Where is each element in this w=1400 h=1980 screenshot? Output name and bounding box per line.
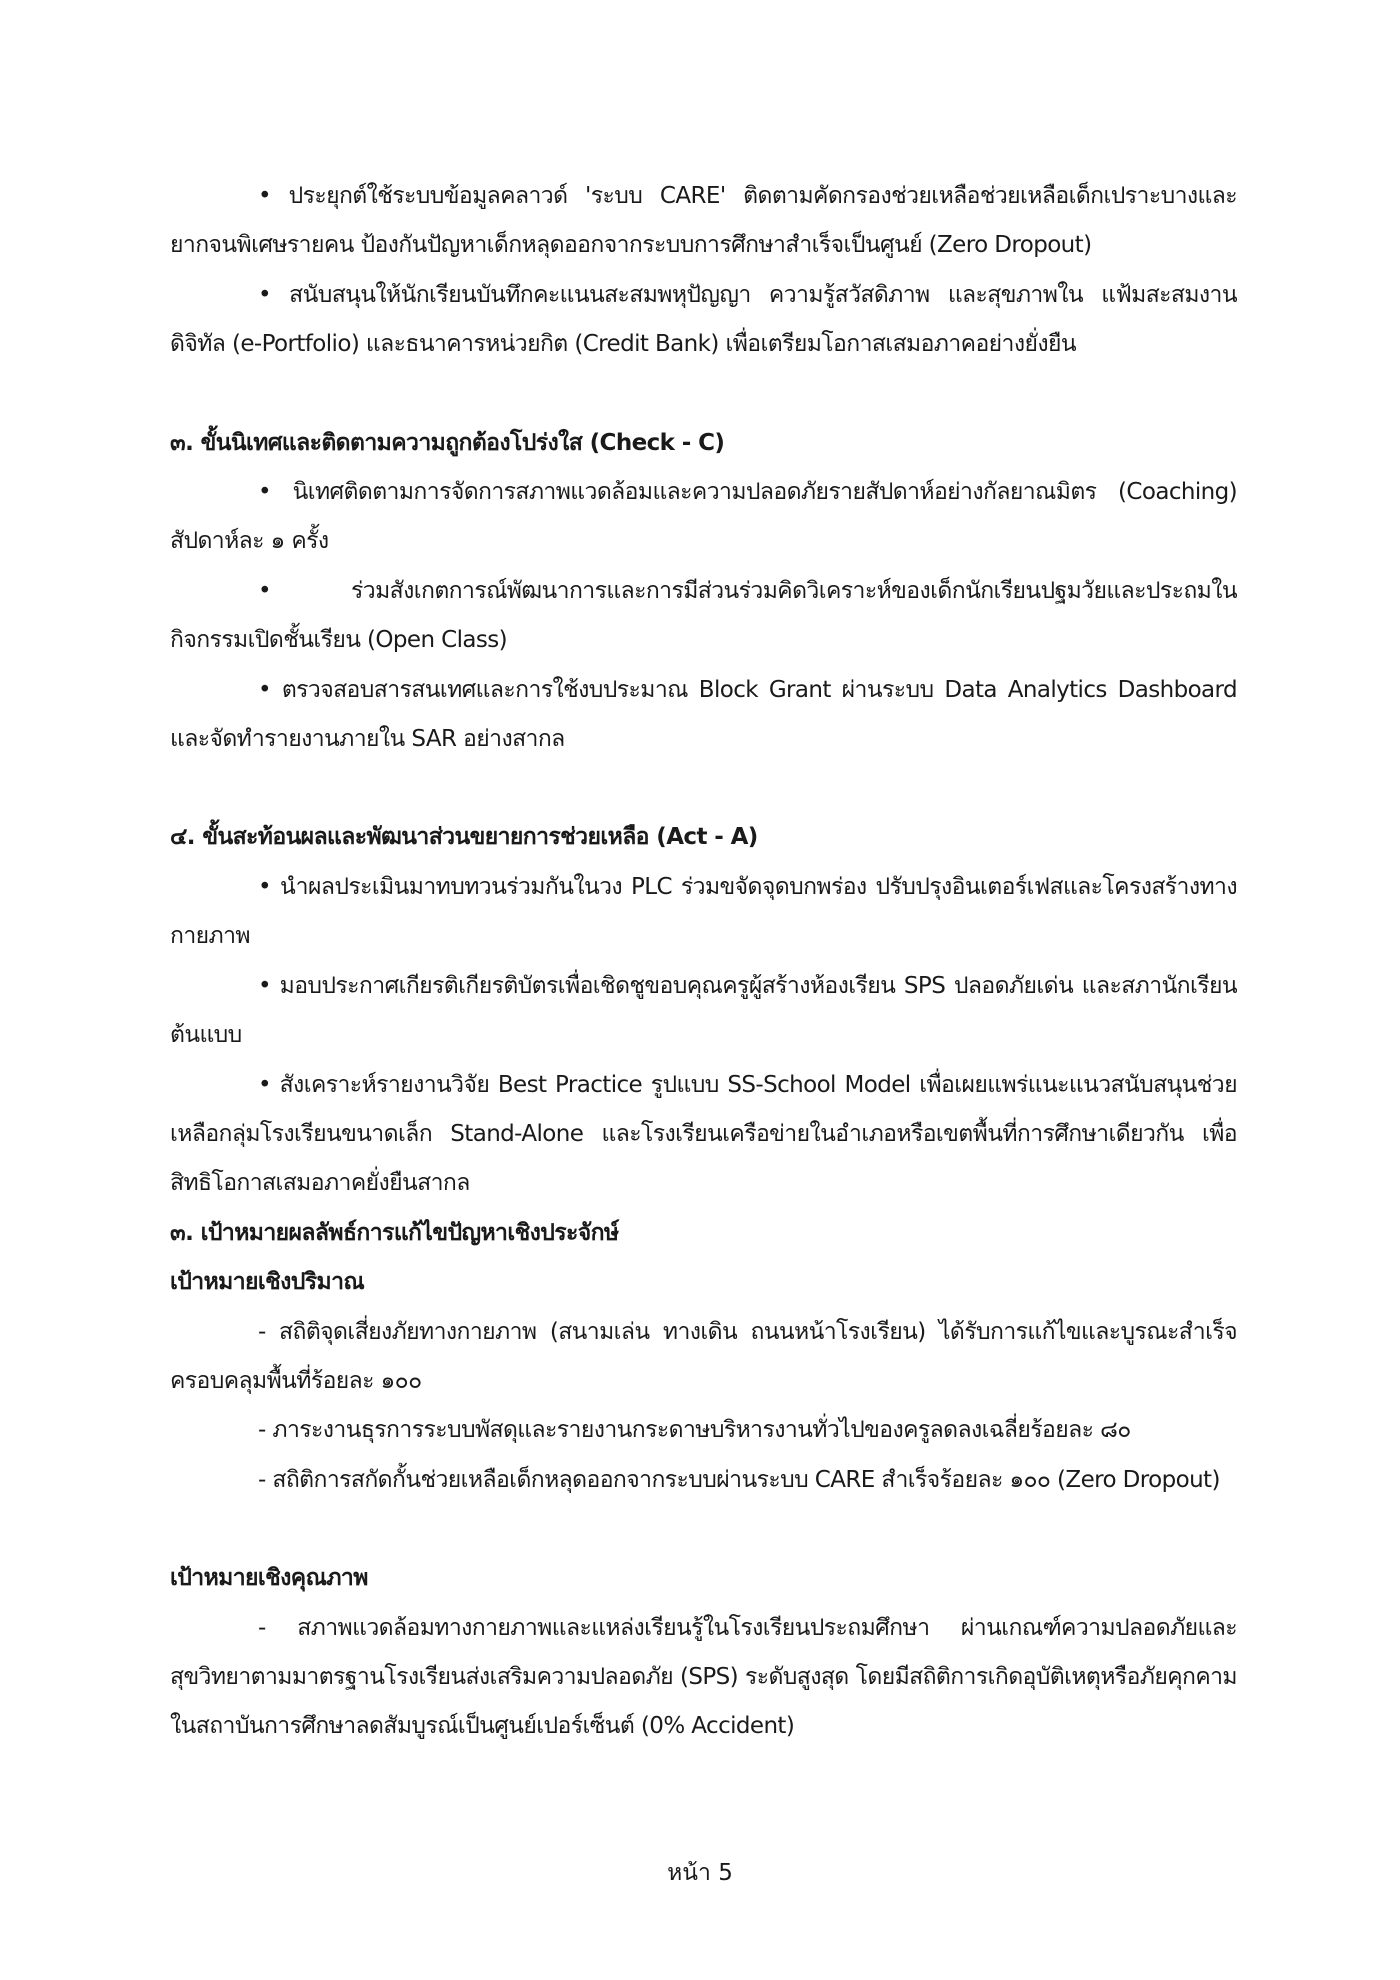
bullet-plc-review: • นำผลประเมินมาทบทวนร่วมกันในวง PLC ร่วมขจัดจุดบกพร่อง ปรับปรุงอินเตอร์เฟสและโครงสร้างทางกายภาพ (170, 873, 1237, 950)
section-spacer (170, 1505, 1237, 1554)
page-number: หน้า 5 (667, 1860, 733, 1886)
bullet-care-system: • ประยุกต์ใช้ระบบข้อมูลคลาวด์ 'ระบบ CARE' ติดตามคัดกรองช่วยเหลือช่วยเหลือเด็กเปราะบางและยากจนพิเศษรายคน ป้องกันปัญหาเด็กหลุดออกจากระบบการศึกษาสำเร็จเป็นศูนย์ (Zero Dropout) (170, 183, 1237, 259)
heading-quantitative-targets: เป้าหมายเชิงปริมาณ (170, 1269, 365, 1296)
bullet-block-grant: • ตรวจสอบสารสนเทศและการใช้งบประมาณ Block Grant ผ่านระบบ Data Analytics Dashboard และจัดทำรายงานภายใน SAR อย่างสากล (170, 676, 1237, 753)
bullet-best-practice: • สังเคราะห์รายงานวิจัย Best Practice รูปแบบ SS-School Model เพื่อเผยแพร่แนะแนวสนับสนุนช่วยเหลือกลุ่มโรงเรียนขนาดเล็ก Stand-Alone และโรงเรียนเครือข่ายในอำเภอหรือเขตพื้นที่การศึกษาเดียวกัน เพื่อสิทธิโอกาสเสมอภาคยั่งยืนสากล (170, 1071, 1237, 1197)
heading-qualitative-targets: เป้าหมายเชิงคุณภาพ (170, 1565, 368, 1592)
section-spacer (170, 370, 1237, 419)
heading-act: ๔. ขั้นสะท้อนผลและพัฒนาส่วนขยายการช่วยเหลือ (Act - A) (170, 824, 758, 851)
bullet-e-portfolio: • สนับสนุนให้นักเรียนบันทึกคะแนนสะสมพหุปัญญา ความรู้สวัสดิภาพ และสุขภาพใน แฟ้มสะสมงานดิจิทัล (e-Portfolio) และธนาคารหน่วยกิต (Credit Bank) เพื่อเตรียมโอกาสเสมอภาคอย่างยั่งยืน (170, 281, 1237, 358)
target-zero-dropout: - สถิติการสกัดกั้นช่วยเหลือเด็กหลุดออกจากระบบผ่านระบบ CARE สำเร็จร้อยละ ๑๐๐ (Zero Dropout) (258, 1466, 1220, 1493)
bullet-open-class: • ร่วมสังเกตการณ์พัฒนาการและการมีส่วนร่วมคิดวิเคราะห์ของเด็กนักเรียนปฐมวัยและประถมในกิจกรรมเปิดชั้นเรียน (Open Class) (170, 577, 1237, 654)
heading-check: ๓. ขั้นนิเทศและติดตามความถูกต้องโปร่งใส (Check - C) (170, 429, 725, 456)
section-spacer (170, 764, 1237, 813)
bullet-coaching: • นิเทศติดตามการจัดการสภาพแวดล้อมและความปลอดภัยรายสัปดาห์อย่างกัลยาณมิตร (Coaching) สัปดาห์ละ ๑ ครั้ง (170, 479, 1237, 555)
document-body (170, 172, 1237, 1752)
target-sps-safety: - สภาพแวดล้อมทางกายภาพและแหล่งเรียนรู้ในโรงเรียนประถมศึกษา ผ่านเกณฑ์ความปลอดภัยและสุขวิทยาตามมาตรฐานโรงเรียนส่งเสริมความปลอดภัย (SPS) ระดับสูงสุด โดยมีสถิติการเกิดอุบัติเหตุหรือภัยคุกคามในสถาบันการศึกษาลดสัมบูรณ์เป็นศูนย์เปอร์เซ็นต์ (0% Accident) (170, 1614, 1237, 1740)
target-risk-points: - สถิติจุดเสี่ยงภัยทางกายภาพ (สนามเล่น ทางเดิน ถนนหน้าโรงเรียน) ได้รับการแก้ไขและบูรณะสำเร็จ ครอบคลุมพื้นที่ร้อยละ ๑๐๐ (170, 1318, 1237, 1394)
bullet-certificates: • มอบประกาศเกียรติเกียรติบัตรเพื่อเชิดชูขอบคุณครูผู้สร้างห้องเรียน SPS ปลอดภัยเด่น และสภานักเรียนต้นแบบ (170, 972, 1237, 1049)
target-admin-workload: - ภาระงานธุรการระบบพัสดุและรายงานกระดาษบริหารงานทั่วไปของครูลดลงเฉลี่ยร้อยละ ๘๐ (258, 1417, 1131, 1444)
heading-targets: ๓. เป้าหมายผลลัพธ์การแก้ไขปัญหาเชิงประจักษ์ (170, 1219, 619, 1246)
